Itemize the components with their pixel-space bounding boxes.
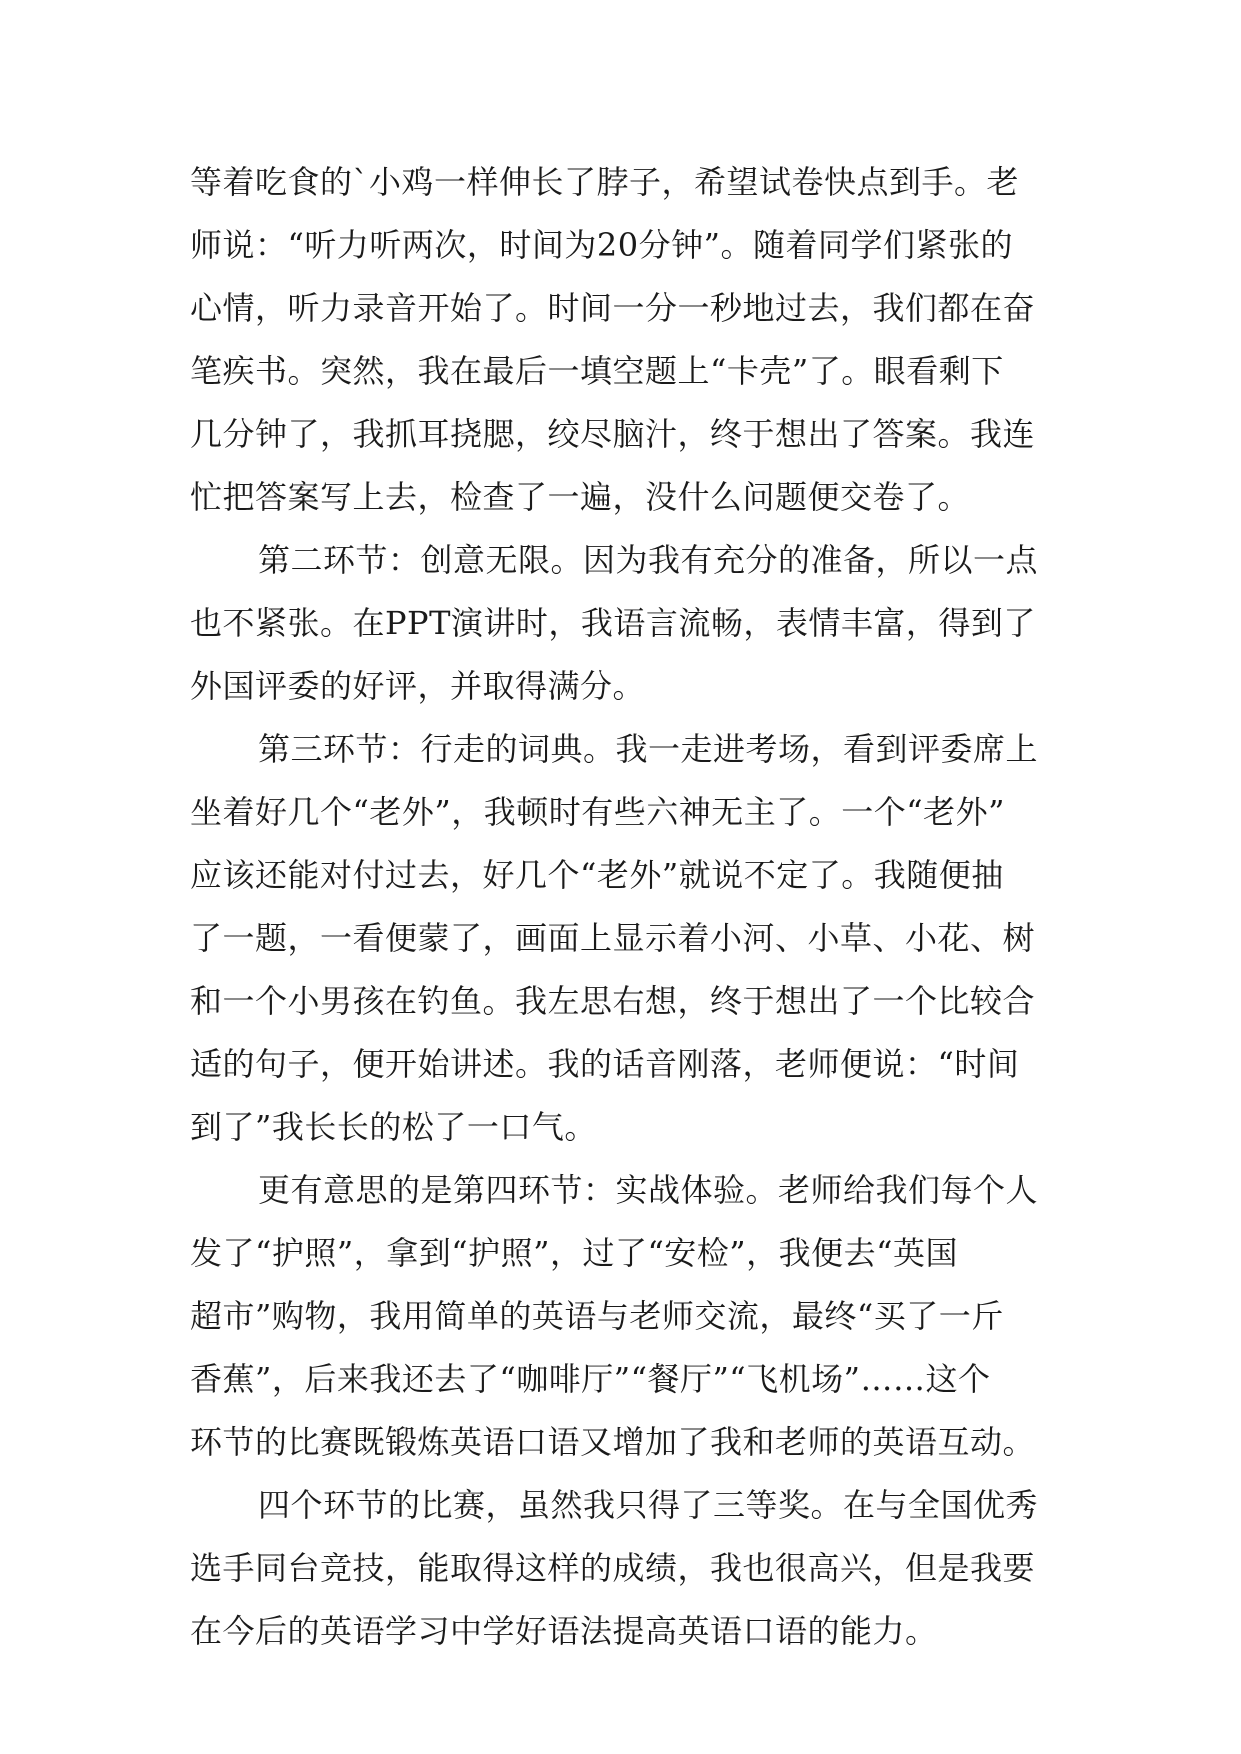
text-line: 选手同台竞技，能取得这样的成绩，我也很高兴，但是我要 bbox=[190, 1549, 1036, 1587]
text-line: 到了”我长长的松了一口气。 bbox=[190, 1108, 597, 1146]
text-line: 笔疾书。突然，我在最后一填空题上“卡壳”了。眼看剩下 bbox=[190, 352, 1004, 390]
text-line: 超市”购物，我用简单的英语与老师交流，最终“买了一斤 bbox=[190, 1297, 1004, 1335]
text-line: 发了“护照”，拿到“护照”，过了“安检”，我便去“英国 bbox=[190, 1234, 959, 1272]
text-line: 香蕉”，后来我还去了“咖啡厅”“餐厅”“飞机场”……这个 bbox=[190, 1360, 991, 1398]
text-line: 心情，听力录音开始了。时间一分一秒地过去，我们都在奋 bbox=[190, 289, 1036, 327]
text-line: 在今后的英语学习中学好语法提高英语口语的能力。 bbox=[190, 1612, 938, 1650]
text-line: 了一题，一看便蒙了，画面上显示着小河、小草、小花、树 bbox=[190, 919, 1036, 957]
paragraph-first-line: 四个环节的比赛，虽然我只得了三等奖。在与全国优秀 bbox=[258, 1486, 1039, 1524]
text-line: 应该还能对付过去，好几个“老外”就说不定了。我随便抽 bbox=[190, 856, 1004, 894]
paragraph-first-line: 更有意思的是第四环节：实战体验。老师给我们每个人 bbox=[258, 1171, 1039, 1209]
text-line: 等着吃食的`小鸡一样伸长了脖子，希望试卷快点到手。老 bbox=[190, 163, 1020, 201]
text-line: 师说：“听力听两次，时间为20分钟”。随着同学们紧张的 bbox=[190, 226, 1013, 264]
body-text bbox=[190, 151, 1090, 1663]
text-line: 外国评委的好评，并取得满分。 bbox=[190, 667, 646, 705]
text-line: 环节的比赛既锻炼英语口语又增加了我和老师的英语互动。 bbox=[190, 1423, 1036, 1461]
text-line: 忙把答案写上去，检查了一遍，没什么问题便交卷了。 bbox=[190, 478, 971, 516]
text-line: 坐着好几个“老外”，我顿时有些六神无主了。一个“老外” bbox=[190, 793, 1005, 831]
text-line: 和一个小男孩在钓鱼。我左思右想，终于想出了一个比较合 bbox=[190, 982, 1036, 1020]
text-line: 也不紧张。在PPT演讲时，我语言流畅，表情丰富，得到了 bbox=[190, 604, 1036, 642]
paragraph-first-line: 第二环节：创意无限。因为我有充分的准备，所以一点 bbox=[258, 541, 1039, 579]
paragraph-first-line: 第三环节：行走的词典。我一走进考场，看到评委席上 bbox=[258, 730, 1039, 768]
text-line: 几分钟了，我抓耳挠腮，绞尽脑汁，终于想出了答案。我连 bbox=[190, 415, 1036, 453]
text-line: 适的句子，便开始讲述。我的话音刚落，老师便说：“时间 bbox=[190, 1045, 1020, 1083]
